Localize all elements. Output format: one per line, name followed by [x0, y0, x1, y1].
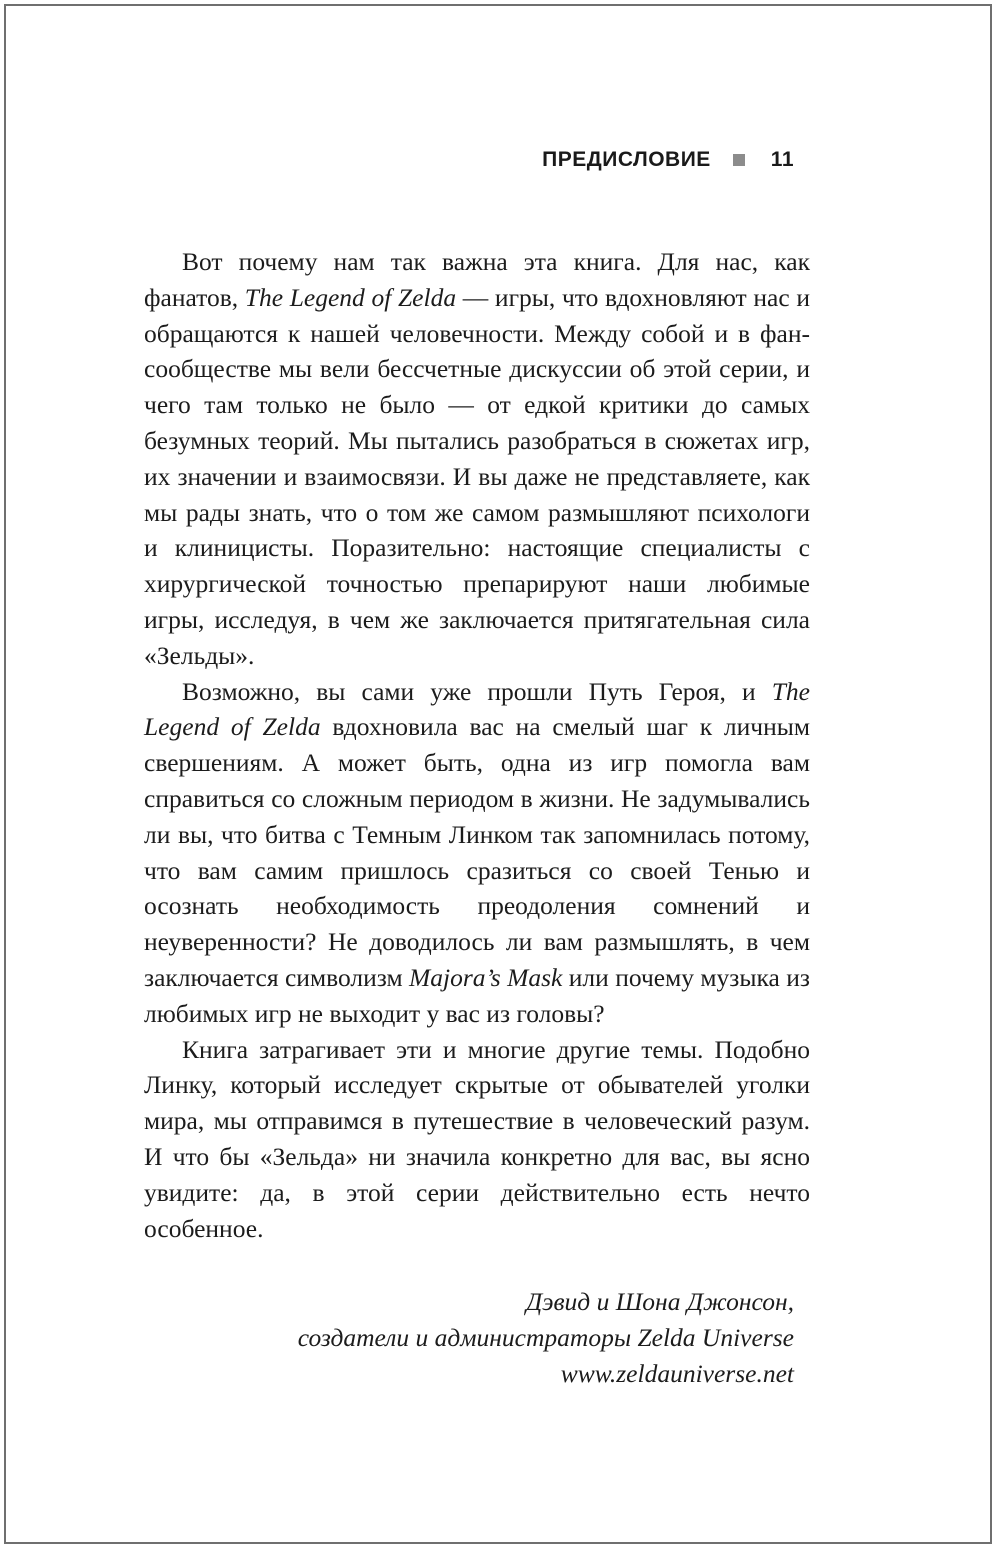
game-title: The Legend of Zelda: [244, 282, 457, 312]
paragraph-text: Вот почему нам так важна эта книга. Для нас, как фанатов,: [144, 247, 810, 312]
signature-website: www.zeldauniverse.net: [560, 1358, 794, 1388]
signature-role: создатели и администраторы Zelda Universe: [297, 1322, 794, 1352]
page: [4, 4, 992, 1544]
paragraph-3: [144, 1032, 810, 1247]
paragraph-1: [144, 244, 810, 674]
running-header: [542, 148, 794, 172]
section-title: ПРЕДИСЛОВИЕ: [542, 148, 711, 171]
paragraph-text: или почему музыка из любимых игр не выходит у вас из головы?: [144, 962, 810, 1028]
paragraph-text: — игры, что вдохновляют нас и обращаются к нашей человечности. Между собой и в фан-сообществе мы вели бессчетные дискуссии об этой серии, и чего там только не было — от едкой критики до самых безумных теорий. Мы пытались разобраться в сюжетах игр, их значении и взаимосвязи. И вы даже не представляете, как мы рады знать, что о том же самом размышляют психологи и клиницисты. Поразительно: настоящие специалисты с хирургической точностью препарируют наши любимые игры, исследуя, в чем же заключается притягательная сила «Зельды».: [144, 282, 810, 670]
paragraph-text: Книга затрагивает эти и многие другие темы. Подобно Линку, который исследует скрытые от обывателей уголки мира, мы отправимся в путешествие в человеческий разум. И что бы «Зельда» ни значила конкретно для вас, вы ясно увидите: да, в этой серии действительно есть нечто особенное.: [144, 1034, 810, 1243]
paragraph-text: Возможно, вы сами уже прошли Путь Героя, и: [182, 676, 772, 706]
body-text: [144, 244, 810, 1246]
paragraph-text: вдохновила вас на смелый шаг к личным свершениям. А может быть, одна из игр помогла вам справиться со сложным периодом в жизни. Не задумывались ли вы, что битва с Темным Линком так запомнилась потому, что вам самим пришлось сразиться со своей Тенью и осознать необходимость преодоления сомнений и неуверенности? Не доводилось ли вам размышлять, в чем заключается символизм: [144, 712, 810, 992]
separator-square-icon: [733, 154, 745, 166]
game-title: Majora’s Mask: [409, 962, 563, 992]
page-number: 11: [770, 148, 794, 171]
signature-authors: Дэвид и Шона Джонсон,: [526, 1287, 794, 1316]
game-title: The Legend of Zelda: [144, 676, 810, 742]
paragraph-2: [144, 674, 810, 1032]
signature: [298, 1284, 794, 1391]
